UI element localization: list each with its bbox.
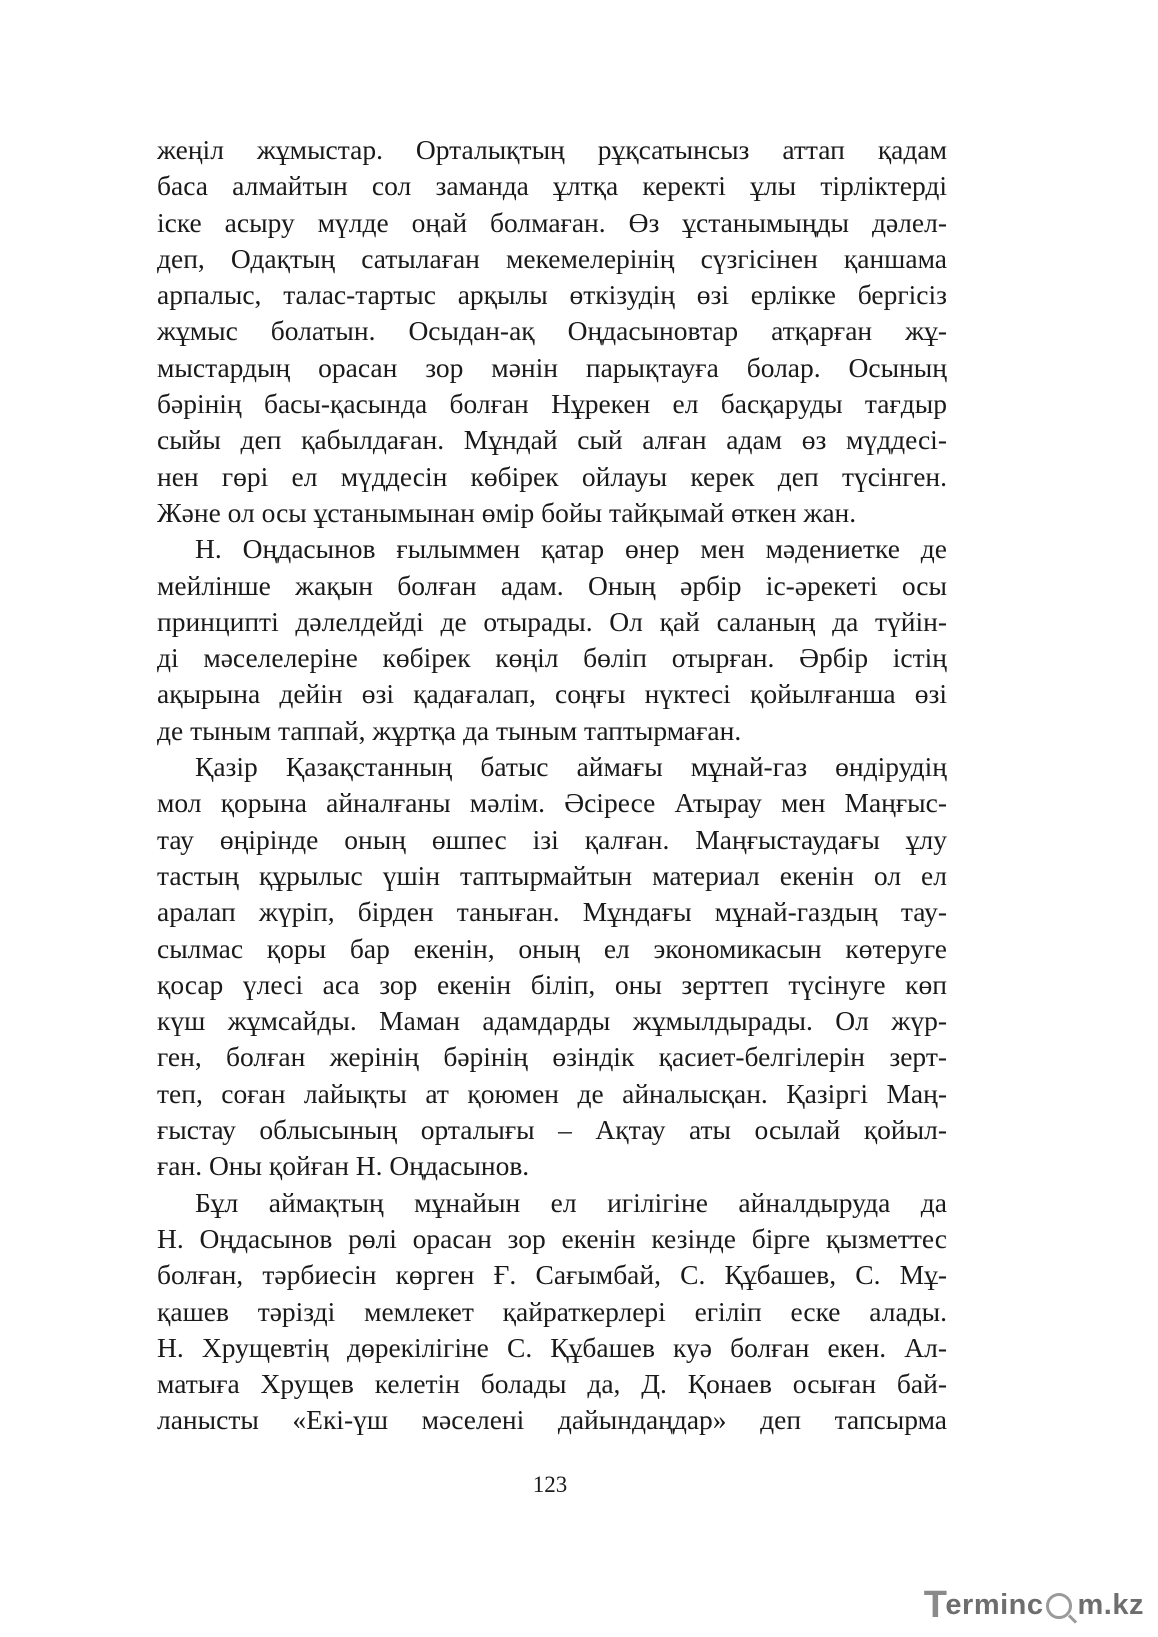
text-line: нен гөрі ел мүддесін көбірек ойлауы керек деп түсінген. <box>157 460 947 492</box>
text-line: сыйы деп қабылдаған. Мұндай сый алған адам өз мүддесі- <box>157 424 947 456</box>
text-line: ді мәселелеріне көбірек көңіл бөліп отырған. Әрбір істің <box>157 642 947 674</box>
text-line: жеңіл жұмыстар. Орталықтың рұқсатынсыз аттап қадам <box>157 134 947 165</box>
text-line: матыға Хрущев келетін болады да, Д. Қонаев осыған бай- <box>157 1368 947 1400</box>
text-line: Қазір Қазақстанның батыс аймағы мұнай-газ өндірудің <box>195 751 947 783</box>
text-line: ген, болған жерінің бәрінің өзіндік қасиет-белгілерін зерт- <box>157 1041 947 1073</box>
watermark-domain: m.kz <box>1077 1589 1144 1621</box>
magnifier-icon <box>1046 1593 1072 1619</box>
text-line: мол қорына айналғаны мәлім. Әсіресе Атырау мен Маңғыс- <box>157 787 947 819</box>
text-line: тау өңірінде оның өшпес ізі қалған. Маңғыстаудағы ұлу <box>157 823 947 855</box>
text-line: арпалыс, талас-тартыс арқылы өткізудің өзі ерлікке бергісіз <box>157 279 947 311</box>
watermark-t: T <box>923 1584 948 1626</box>
page-number: 123 <box>532 1472 568 1497</box>
text-line: ланысты «Екі-үш мәселені дайындаңдар» деп тапсырма <box>157 1404 947 1436</box>
text-line: аралап жүріп, бірден таныған. Мұндағы мұнай-газдың тау- <box>157 896 947 928</box>
paragraph-4 <box>157 1185 947 1439</box>
text-line: сылмас қоры бар екенін, оның ел экономикасын көтеруге <box>157 932 947 964</box>
text-line: мейлінше жақын болған адам. Оның әрбір іс-әрекеті осы <box>157 569 947 601</box>
text-line: тастың құрылыс үшін таптырмайтын материал екенін ол ел <box>157 859 947 891</box>
text-line: күш жұмсайды. Маман адамдарды жұмылдырады. Ол жүр- <box>157 1005 947 1037</box>
text-line: баса алмайтын сол заманда ұлтқа керекті ұлы тірліктерді <box>157 170 947 202</box>
text-line: принципті дәлелдейді де отырады. Ол қай саланың да түйін- <box>157 605 947 637</box>
text-line: де тыным таппай, жұртқа да тыным таптырмаған. <box>157 714 742 746</box>
text-line: болған, тәрбиесін көрген Ғ. Сағымбай, С. Құбашев, С. Мұ- <box>157 1259 947 1291</box>
text-line: бәрінің басы-қасында болған Нұрекен ел басқаруды тағдыр <box>157 388 947 420</box>
text-line: ақырына дейін өзі қадағалап, соңғы нүктесі қойылғанша өзі <box>157 678 947 710</box>
text-line: қосар үлесі аса зор екенін біліп, оны зерттеп түсінуге көп <box>157 968 947 1000</box>
text-line: мыстардың орасан зор мәнін парықтауға болар. Осының <box>157 351 947 383</box>
paragraph-2 <box>157 531 947 749</box>
watermark-text: erminc <box>945 1589 1044 1621</box>
text-line: ған. Оны қойған Н. Оңдасынов. <box>157 1150 530 1182</box>
text-line: Бұл аймақтың мұнайын ел игілігіне айналдыруда да <box>195 1186 947 1218</box>
text-line: Н. Оңдасынов рөлі орасан зор екенін кезінде бірге қызметтес <box>157 1222 947 1254</box>
text-line: ғыстау облысының орталығы – Ақтау аты осылай қойыл- <box>157 1114 947 1146</box>
text-line: теп, соған лайықты ат қоюмен де айналысқан. Қазіргі Маң- <box>157 1077 947 1109</box>
page-body <box>157 132 947 1439</box>
termincom-watermark <box>924 1584 1144 1627</box>
text-line: деп, Одақтың сатылаған мекемелерінің сүзгісінен қаншама <box>157 242 947 274</box>
paragraph-3 <box>157 749 947 1185</box>
paragraph-1 <box>157 132 947 531</box>
text-line: іске асыру мүлде оңай болмаған. Өз ұстанымыңды дәлел- <box>157 206 947 238</box>
text-line: Н. Оңдасынов ғылыммен қатар өнер мен мәдениетке де <box>195 533 947 565</box>
text-line: Және ол осы ұстанымынан өмір бойы тайқымай өткен жан. <box>157 496 857 528</box>
text-line: Н. Хрущевтің дөрекілігіне С. Құбашев куә болған екен. Ал- <box>157 1331 947 1363</box>
text-line: қашев тәрізді мемлекет қайраткерлері егіліп еске алады. <box>157 1295 947 1327</box>
text-line: жұмыс болатын. Осыдан-ақ Оңдасыновтар атқарған жұ- <box>157 315 947 347</box>
